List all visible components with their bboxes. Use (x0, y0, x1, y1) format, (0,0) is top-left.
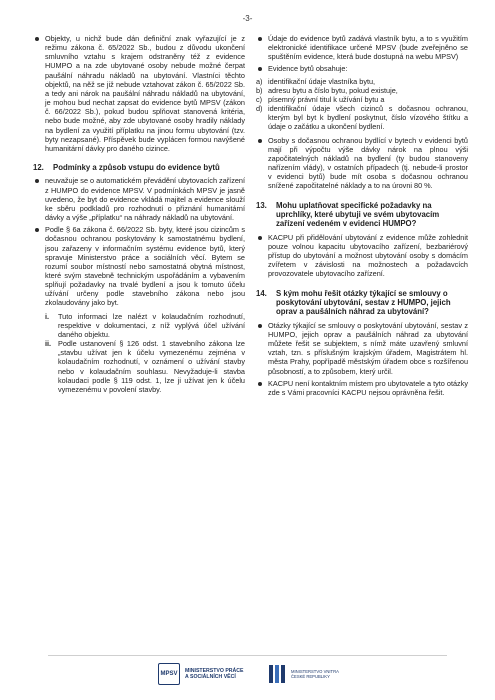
mv-logo (268, 663, 339, 685)
section-14-bullet-2: KACPU není kontaktním místem pro ubytovatele a tyto otázky zde s Vámi pracovníci KACPU nejsou oprávněna řešit. (256, 379, 468, 397)
sub-item-ii-label: ii. (45, 339, 52, 349)
intro-bullet: Objekty, u nichž bude dán definiční znak vyřazující je z režimu zákona č. 65/2022 Sb., budou z důvodu ukončení smluvního vztahu s krajem odstraněny též z evidence HUMPO a na zde ubytované osoby nebude možné čerpat paušální náhradu nákladů na ubytování. Vlastníci těchto objektů, na něž se již nebude vztahovat zákon č. 65/2022 Sb. a tedy ani nárok na paušální náhradu nákladů na ubytování, je mohou bud nechat zapsat do evidence bytů MPSV (zákon č. 66/2022 Sb.), pokud budou splňovat stanovená kritéria, nebo bude možné, aby zde ubytované osoby hradily náklady na bydlení za využití příplatku na jinou formu ubytování (tzv. byty nezapsané). Příspěvek bude vyplácen formou navýšené humanitární dávky pro daného cizince. (33, 34, 245, 153)
evidence-item-d-label: d) (256, 104, 263, 114)
section-13-bullet-1: KACPU při přidělování ubytování z evidence může zohlednit pouze volnou kapacitu ubytovacího zařízení, bezbariérový přístup do ubytování a možnost ubytování osoby s domácím zvířetem v závislosti na možnostech a požadavcích provozovatele ubytovacího zařízení. (256, 233, 468, 279)
evidence-item-b-label: b) (256, 85, 263, 95)
mv-logo-icon (268, 663, 286, 685)
section-12-title: Podmínky a způsob vstupu do evidence bytů (53, 163, 220, 173)
sub-item-ii-text: Podle ustanovení § 126 odst. 1 stavebního zákona lze „stavbu užívat jen k účelu vymezenému zejména v kolaudačním rozhodnutí, v oznámení o užívání stavby nebo v kolaudačním souhlasu. Nevyžaduje-li stavba kolaudaci podle § 119 odst. 1, lze ji užívat jen k účelu vymezenému v povolení stavby. (58, 339, 245, 394)
evidence-item-b-text: adresu bytu a číslo bytu, pokud existuje, (268, 85, 398, 95)
mpsv-logo-mark: MPSV (158, 663, 180, 685)
section-12-bullet-2-text: Podle § 6a zákona č. 66/2022 Sb. byty, které jsou cizincům s dočasnou ochranou poskytovány k samostatnému bydlení, jsou zařazeny v informačním systému evidence bytů, který spravuje Ministerstvo práce a sociálních věcí. Bytem se rozumí soubor místností nebo samostatná obytná místnost, které svým stavebně technickým uspořádáním a vybavením splňují požadavky na trvalé bydlení a jsou k tomuto účelu užívání určeny podle stavebního zákona nebo jsou zkolaudovány jako byt. (45, 225, 245, 308)
section-13-heading (256, 201, 468, 229)
right-bullet-1: Údaje do evidence bytů zadává vlastník bytu, a to s využitím elektronické identifikace určené MPSV (bude zveřejněno se spuštěním evidence, která bude dostupná na webu MPSV) (256, 34, 468, 61)
mpsv-logo-text (185, 668, 244, 680)
evidence-item-c (256, 95, 468, 104)
evidence-list (256, 77, 468, 132)
section-12-bullet-2 (33, 225, 245, 394)
section-12-sub-list (45, 312, 245, 394)
footer-divider (48, 655, 447, 656)
evidence-item-a-label: a) (256, 76, 263, 86)
right-bullet-2: Evidence bytů obsahuje: (256, 64, 468, 73)
mpsv-logo-line-1: MINISTERSTVO PRÁCE (185, 667, 244, 674)
mpsv-logo-line-2: A SOCIÁLNÍCH VĚCÍ (185, 674, 236, 680)
mv-logo-text (291, 669, 339, 679)
section-12-heading (33, 163, 245, 172)
evidence-item-b (256, 86, 468, 95)
evidence-item-a (256, 77, 468, 86)
section-14-title: S kým mohu řešit otázky týkající se smlouvy o poskytování ubytování, sestav z HUMPO, jejich oprav a paušálních náhrad za ubytování? (276, 288, 451, 317)
sub-item-i-text: Tuto informaci lze nalézt v kolaudačním rozhodnutí, respektive v dokumentaci, z níž vyplývá účel užívání daného objektu. (58, 311, 245, 339)
sub-item-i (45, 312, 245, 339)
section-13-number: 13. (256, 200, 267, 210)
evidence-item-a-text: identifikační údaje vlastníka bytu, (268, 76, 376, 86)
section-14-heading (256, 289, 468, 317)
right-bullet-3: Osoby s dočasnou ochranou bydlící v bytech v evidenci bytů mají při výpočtu výše dávky nárok na plnou výši započitatelných nákladů na bydlení (ty budou stanoveny nařízením vlády), v ostatních případech (tj. nebude-li prostor v evidenci bytů) bude mít osoba s dočasnou ochranou snížené započitatelné náklady a to na úrovni 80 %. (256, 136, 468, 191)
section-12-number: 12. (33, 163, 44, 173)
sub-item-ii (45, 339, 245, 394)
mpsv-logo (158, 663, 244, 685)
evidence-item-d (256, 104, 468, 131)
evidence-item-d-text: identifikační údaje všech cizinců s dočasnou ochranou, kterým byl byt k bydlení poskytnut, číslo vízového štítku a údaje o začátku a ukončení bydlení. (268, 104, 468, 132)
evidence-item-c-label: c) (256, 94, 263, 104)
left-column (33, 34, 245, 397)
section-14-number: 14. (256, 288, 267, 298)
mv-logo-line-1: MINISTERSTVO VNITRA (291, 668, 339, 674)
evidence-item-c-text: písemný právní titul k užívání bytu a (268, 94, 385, 104)
section-13-title: Mohu uplatňovat specifické požadavky na uprchlíky, které ubytuji ve svém ubytovacím zařízení vedeném v evidenci HUMPO? (276, 200, 440, 229)
page-number: -3- (242, 14, 253, 23)
right-column (256, 34, 468, 400)
section-14-bullet-1: Otázky týkající se smlouvy o poskytování ubytování, sestav z HUMPO, jejich oprav a paušálních náhrad za ubytování můžete řešit se subjektem, s nímž máte uzavřený smluvní vztah, tzn. s příslušným krajským úřadem, Magistrátem hl. města Prahy, popřípadě městským úřadem obce s rozšířenou působností, a to způsobem, který určil. (256, 321, 468, 376)
sub-item-i-label: i. (45, 311, 50, 321)
section-12-bullet-1: neuvažuje se o automatickém převádění ubytovacích zařízení z HUMPO do evidence MPSV. V podmínkách MPSV je jasně uvedeno, že byt do evidence vkládá majitel a evidence slouží ke sběru podkladů pro rozhodnutí o přiznání humanitární dávky a výše „příplatku“ na náhrady nákladů na ubytování. (33, 176, 245, 222)
mv-logo-line-2: ČESKÉ REPUBLIKY (291, 674, 330, 679)
